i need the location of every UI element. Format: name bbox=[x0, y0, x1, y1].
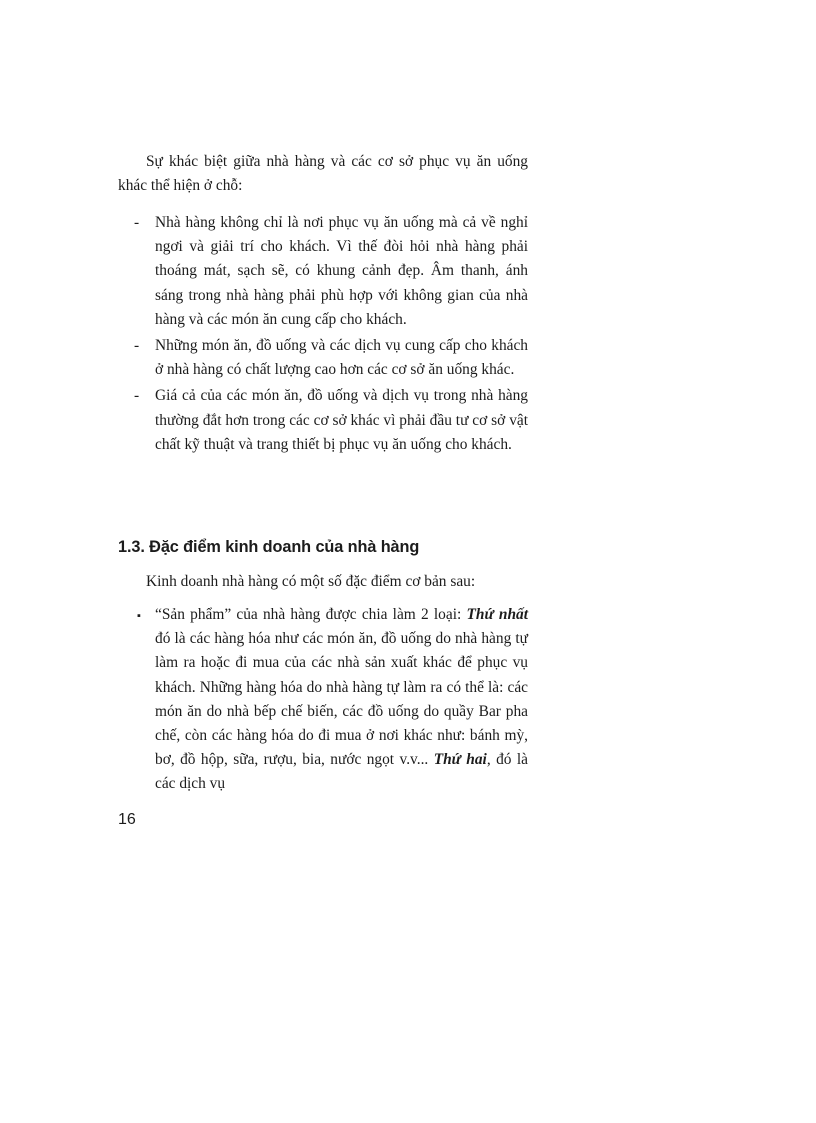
list-item bbox=[118, 384, 528, 457]
para-text: “Sản phẩm” của nhà hàng được chia làm 2 loại: bbox=[155, 606, 467, 623]
list-item-text: Nhà hàng không chỉ là nơi phục vụ ăn uống mà cả về nghỉ ngơi và giải trí cho khách. Vì thế đòi hỏi nhà hàng phải thoáng mát, sạch sẽ, có khung cảnh đẹp. Âm thanh, ánh sáng trong nhà hàng phải phù hợp với không gian của nhà hàng và các món ăn cung cấp cho khách. bbox=[155, 214, 528, 328]
emphasis-first: Thứ nhất bbox=[466, 606, 529, 623]
dash-marker: - bbox=[134, 387, 140, 405]
para-text: đó là các hàng hóa như các món ăn, đồ uống do nhà hàng tự làm ra hoặc đi mua của các nhà sản xuất khác để phục vụ khách. Những hàng hóa do nhà hàng tự làm ra có thể là: các món ăn do nhà bếp chế biến, các đồ uống do quầy Bar pha chế, còn các hàng hóa do đi mua ở nơi khác như: bánh mỳ, bơ, đồ hộp, sữa, rượu, bia, nước ngọt v.v... bbox=[155, 630, 528, 769]
section-bullets bbox=[118, 603, 528, 797]
list-item bbox=[118, 334, 528, 382]
square-bullet-icon: ▪ bbox=[137, 610, 141, 622]
page-number: 16 bbox=[118, 811, 136, 828]
dash-marker: - bbox=[134, 337, 140, 355]
section-heading: 1.3. Đặc điểm kinh doanh của nhà hàng bbox=[118, 538, 420, 556]
list-item bbox=[118, 603, 528, 797]
intro-paragraph: Sự khác biệt giữa nhà hàng và các cơ sở phục vụ ăn uống khác thể hiện ở chỗ: bbox=[118, 153, 528, 195]
emphasis-second: Thứ hai bbox=[433, 751, 487, 769]
list-item-text: Những món ăn, đồ uống và các dịch vụ cung cấp cho khách ở nhà hàng có chất lượng cao hơn các cơ sở ăn uống khác. bbox=[155, 337, 528, 379]
list-item bbox=[118, 211, 528, 332]
difference-list bbox=[118, 211, 528, 457]
dash-marker: - bbox=[134, 214, 140, 231]
para-text: , đó là các dịch vụ bbox=[155, 751, 529, 793]
list-item-text: Giá cả của các món ăn, đồ uống và dịch vụ trong nhà hàng thường đắt hơn trong các cơ sở khác vì phải đầu tư cơ sở vật chất kỹ thuật và trang thiết bị phục vụ ăn uống cho khách. bbox=[155, 387, 528, 453]
section-lead: Kinh doanh nhà hàng có một số đặc điểm cơ bản sau: bbox=[146, 573, 476, 590]
